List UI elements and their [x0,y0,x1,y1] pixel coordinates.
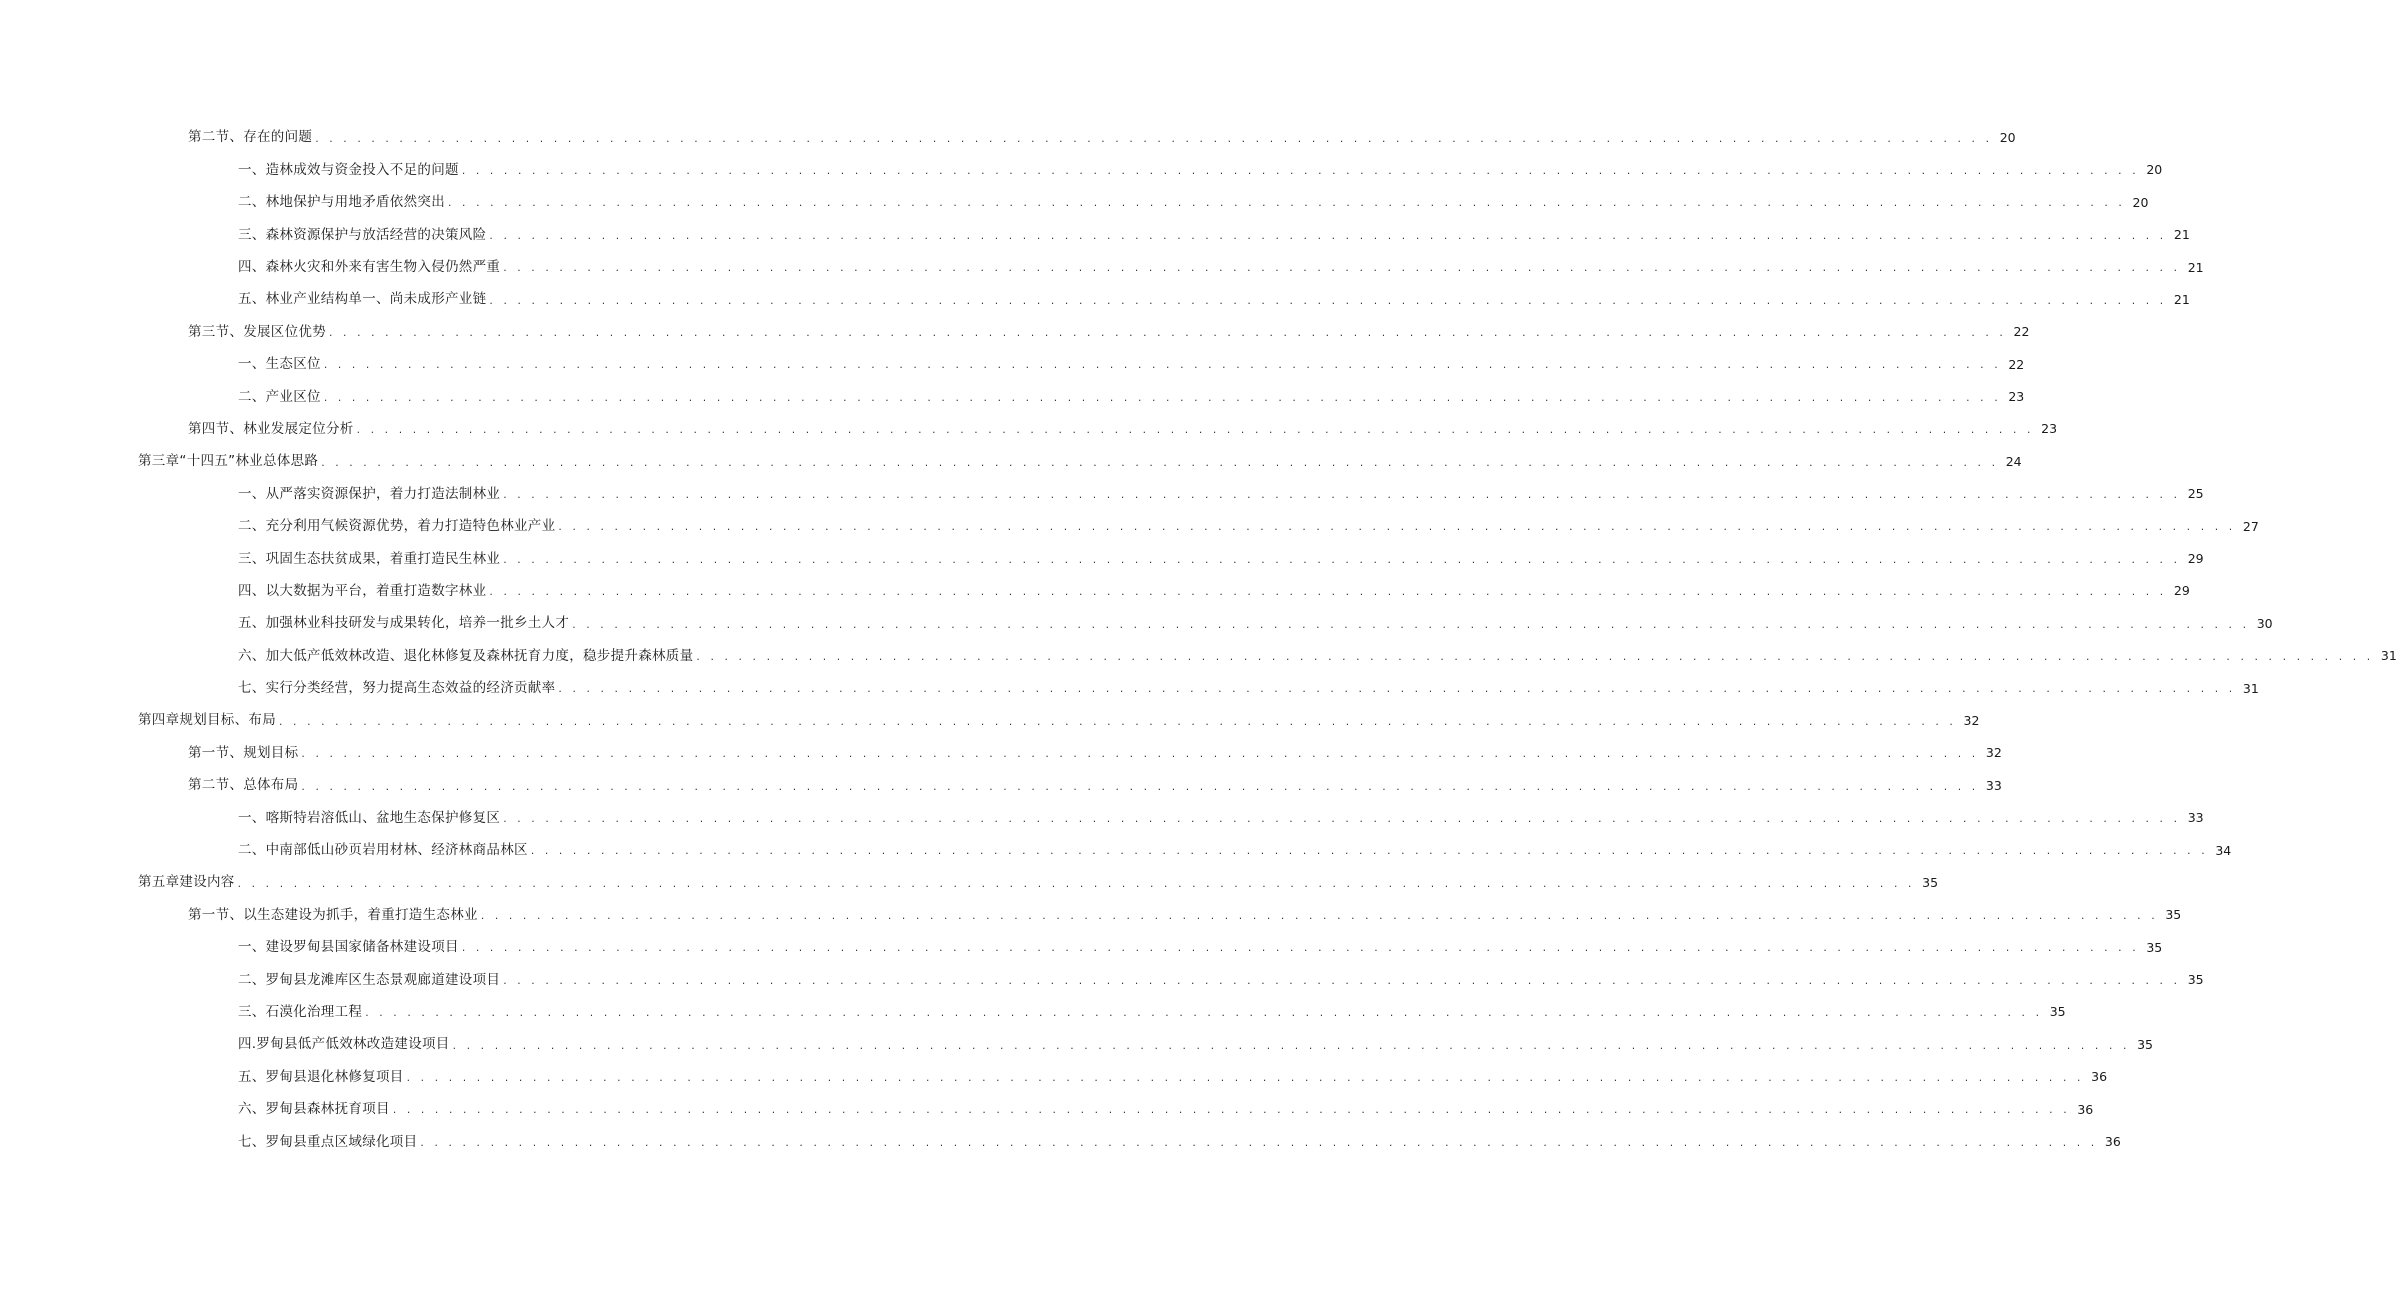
toc-entry-page-number: 36 [2104,1134,2121,1150]
dot-leader: . . . . . . . . . . . . . . . . . . . . . . . . . . . . . . . . . . . . . . . . . . . . . . . . . . . . . . . . . . . . . . . . . . . . . . . . . . . . . . . . . . . . . . . . . . . . . . . . . . . . . . . . . . . . . . . . . . . . . . . . [364,1009,2042,1020]
toc-entry-page-number: 24 [2005,453,2022,469]
toc-entry[interactable] [0,122,2016,154]
toc-entry[interactable] [0,284,2190,316]
toc-entry-title: 第五章建设内容 [138,874,235,891]
toc-entry-title: 三、巩固生态扶贫成果，着重打造民生林业 [238,550,501,567]
toc-entry-title: 四.罗甸县低产低效林改造建设项目 [238,1036,450,1053]
toc-entry[interactable] [0,705,1980,737]
dot-leader: . . . . . . . . . . . . . . . . . . . . . . . . . . . . . . . . . . . . . . . . . . . . . . . . . . . . . . . . . . . . . . . . . . . . . . . . . . . . . . . . . . . . . . . . . . . . . . . . . . . . . . . . . . . . . . . . . . . . . . . . [278,717,1956,728]
toc-entry-title: 五、罗甸县退化林修复项目 [238,1068,404,1085]
dot-leader: . . . . . . . . . . . . . . . . . . . . . . . . . . . . . . . . . . . . . . . . . . . . . . . . . . . . . . . . . . . . . . . . . . . . . . . . . . . . . . . . . . . . . . . . . . . . . . . . . . . . . . . . . . . . . . . . . . . . . . . . [571,620,2249,631]
toc-entry[interactable] [0,575,2190,607]
dot-leader: . . . . . . . . . . . . . . . . . . . . . . . . . . . . . . . . . . . . . . . . . . . . . . . . . . . . . . . . . . . . . . . . . . . . . . . . . . . . . . . . . . . . . . . . . . . . . . . . . . . . . . . . . . . . . . . . . . . . . . . . [320,458,1998,469]
dot-leader: . . . . . . . . . . . . . . . . . . . . . . . . . . . . . . . . . . . . . . . . . . . . . . . . . . . . . . . . . . . . . . . . . . . . . . . . . . . . . . . . . . . . . . . . . . . . . . . . . . . . . . . . . . . . . . . . . . . . . . . . [502,555,2180,566]
dot-leader: . . . . . . . . . . . . . . . . . . . . . . . . . . . . . . . . . . . . . . . . . . . . . . . . . . . . . . . . . . . . . . . . . . . . . . . . . . . . . . . . . . . . . . . . . . . . . . . . . . . . . . . . . . . . . . . . . . . . . . . . [488,296,2166,307]
toc-entry-title: 一、建设罗甸县国家储备林建设项目 [238,939,459,956]
toc-entry-title: 一、喀斯特岩溶低山、盆地生态保护修复区 [238,809,501,826]
dot-leader: . . . . . . . . . . . . . . . . . . . . . . . . . . . . . . . . . . . . . . . . . . . . . . . . . . . . . . . . . . . . . . . . . . . . . . . . . . . . . . . . . . . . . . . . . . . . . . . . . . . . . . . . . . . . . . . . . . . . . . . . [460,167,2139,178]
dot-leader: . . . . . . . . . . . . . . . . . . . . . . . . . . . . . . . . . . . . . . . . . . . . . . . . . . . . . . . . . . . . . . . . . . . . . . . . . . . . . . . . . . . . . . . . . . . . . . . . . . . . . . . . . . . . . . . . . . . . . . . . [447,199,2125,210]
dot-leader: . . . . . . . . . . . . . . . . . . . . . . . . . . . . . . . . . . . . . . . . . . . . . . . . . . . . . . . . . . . . . . . . . . . . . . . . . . . . . . . . . . . . . . . . . . . . . . . . . . . . . . . . . . . . . . . . . . . . . . . . [557,685,2235,696]
dot-leader: . . . . . . . . . . . . . . . . . . . . . . . . . . . . . . . . . . . . . . . . . . . . . . . . . . . . . . . . . . . . . . . . . . . . . . . . . . . . . . . . . . . . . . . . . . . . . . . . . . . . . . . . . . . . . . . . . . . . . . . . [355,426,2034,437]
toc-entry-page-number: 22 [2008,356,2025,372]
dot-leader: . . . . . . . . . . . . . . . . . . . . . . . . . . . . . . . . . . . . . . . . . . . . . . . . . . . . . . . . . . . . . . . . . . . . . . . . . . . . . . . . . . . . . . . . . . . . . . . . . . . . . . . . . . . . . . . . . . . . . . . . [300,782,1978,793]
toc-entry-page-number: 25 [2187,486,2204,502]
dot-leader: . . . . . . . . . . . . . . . . . . . . . . . . . . . . . . . . . . . . . . . . . . . . . . . . . . . . . . . . . . . . . . . . . . . . . . . . . . . . . . . . . . . . . . . . . . . . . . . . . . . . . . . . . . . . . . . . . . . . . . . . [300,750,1978,761]
toc-entry-page-number: 23 [2041,421,2058,437]
toc-entry[interactable] [0,1029,2154,1061]
toc-entry-title: 第四章规划目标、布局 [138,712,276,729]
toc-entry-page-number: 20 [2132,194,2149,210]
dot-leader: . . . . . . . . . . . . . . . . . . . . . . . . . . . . . . . . . . . . . . . . . . . . . . . . . . . . . . . . . . . . . . . . . . . . . . . . . . . . . . . . . . . . . . . . . . . . . . . . . . . . . . . . . . . . . . . . . . . . . . . . [451,1041,2130,1052]
dot-leader: . . . . . . . . . . . . . . . . . . . . . . . . . . . . . . . . . . . . . . . . . . . . . . . . . . . . . . . . . . . . . . . . . . . . . . . . . . . . . . . . . . . . . . . . . . . . . . . . . . . . . . . . . . . . . . . . . . . . . . . . [502,490,2180,501]
toc-entry[interactable] [0,737,2002,769]
toc-entry-page-number: 21 [2187,259,2204,275]
toc-entry-page-number: 35 [1922,874,1939,890]
toc-entry[interactable] [0,154,2163,186]
table-of-contents [0,122,2397,1159]
dot-leader: . . . . . . . . . . . . . . . . . . . . . . . . . . . . . . . . . . . . . . . . . . . . . . . . . . . . . . . . . . . . . . . . . . . . . . . . . . . . . . . . . . . . . . . . . . . . . . . . . . . . . . . . . . . . . . . . . . . . . . . . [419,1138,2097,1149]
toc-entry-page-number: 23 [2008,389,2025,405]
toc-entry[interactable] [0,835,2232,867]
toc-entry-page-number: 33 [1985,777,2002,793]
toc-entry-title: 第一节、规划目标 [188,744,299,761]
dot-leader: . . . . . . . . . . . . . . . . . . . . . . . . . . . . . . . . . . . . . . . . . . . . . . . . . . . . . . . . . . . . . . . . . . . . . . . . . . . . . . . . . . . . . . . . . . . . . . . . . . . . . . . . . . . . . . . . . . . . . . . . [488,231,2166,242]
toc-entry-title: 一、从严落实资源保护，着力打造法制林业 [238,485,501,502]
toc-entry[interactable] [0,802,2204,834]
toc-entry-page-number: 22 [2013,324,2030,340]
toc-entry[interactable] [0,899,2182,931]
toc-entry-title: 二、罗甸县龙滩库区生态景观廊道建设项目 [238,971,501,988]
toc-entry[interactable] [0,640,2397,672]
toc-entry-page-number: 29 [2173,583,2190,599]
toc-entry-page-number: 31 [2242,680,2259,696]
toc-entry-title: 五、加强林业科技研发与成果转化，培养一批乡土人才 [238,615,570,632]
toc-entry-title: 第二节、存在的问题 [188,129,313,146]
toc-entry[interactable] [0,219,2190,251]
dot-leader: . . . . . . . . . . . . . . . . . . . . . . . . . . . . . . . . . . . . . . . . . . . . . . . . . . . . . . . . . . . . . . . . . . . . . . . . . . . . . . . . . . . . . . . . . . . . . . . . . . . . . . . . . . . . . . . . . . . . . . . . [502,264,2180,275]
toc-entry[interactable] [0,414,2058,446]
toc-entry-page-number: 35 [2137,1036,2154,1052]
toc-entry[interactable] [0,867,1939,899]
toc-entry-page-number: 35 [2146,939,2163,955]
toc-entry-title: 五、林业产业结构单一、尚未成形产业链 [238,291,487,308]
toc-entry[interactable] [0,511,2259,543]
toc-entry[interactable] [0,349,2025,381]
toc-entry-title: 四、以大数据为平台，着重打造数字林业 [238,582,487,599]
toc-entry-page-number: 32 [1963,712,1980,728]
toc-entry[interactable] [0,1061,2108,1093]
toc-entry-page-number: 21 [2173,227,2190,243]
dot-leader: . . . . . . . . . . . . . . . . . . . . . . . . . . . . . . . . . . . . . . . . . . . . . . . . . . . . . . . . . . . . . . . . . . . . . . . . . . . . . . . . . . . . . . . . . . . . . . . . . . . . . . . . . . . . . . . . . . . . . . . . [479,912,2158,923]
toc-entry-title: 第一节、以生态建设为抓手，着重打造生态林业 [188,906,478,923]
dot-leader: . . . . . . . . . . . . . . . . . . . . . . . . . . . . . . . . . . . . . . . . . . . . . . . . . . . . . . . . . . . . . . . . . . . . . . . . . . . . . . . . . . . . . . . . . . . . . . . . . . . . . . . . . . . . . . . . . . . . . . . . [502,814,2180,825]
toc-entry-page-number: 32 [1985,745,2002,761]
dot-leader: . . . . . . . . . . . . . . . . . . . . . . . . . . . . . . . . . . . . . . . . . . . . . . . . . . . . . . . . . . . . . . . . . . . . . . . . . . . . . . . . . . . . . . . . . . . . . . . . . . . . . . . . . . . . . . . . . . . . . . . . [322,393,2001,404]
dot-leader: . . . . . . . . . . . . . . . . . . . . . . . . . . . . . . . . . . . . . . . . . . . . . . . . . . . . . . . . . . . . . . . . . . . . . . . . . . . . . . . . . . . . . . . . . . . . . . . . . . . . . . . . . . . . . . . . . . . . . . . . [695,652,2373,663]
toc-entry-title: 六、加大低产低效林改造、退化林修复及森林抚育力度，稳步提升森林质量 [238,647,694,664]
toc-entry[interactable] [0,316,2030,348]
toc-entry-page-number: 27 [2242,518,2259,534]
toc-entry[interactable] [0,187,2149,219]
dot-leader: . . . . . . . . . . . . . . . . . . . . . . . . . . . . . . . . . . . . . . . . . . . . . . . . . . . . . . . . . . . . . . . . . . . . . . . . . . . . . . . . . . . . . . . . . . . . . . . . . . . . . . . . . . . . . . . . . . . . . . . . [405,1074,2084,1085]
toc-entry-title: 第四节、林业发展定位分析 [188,420,354,437]
dot-leader: . . . . . . . . . . . . . . . . . . . . . . . . . . . . . . . . . . . . . . . . . . . . . . . . . . . . . . . . . . . . . . . . . . . . . . . . . . . . . . . . . . . . . . . . . . . . . . . . . . . . . . . . . . . . . . . . . . . . . . . . [502,976,2180,987]
toc-entry[interactable] [0,673,2259,705]
toc-entry-title: 第三节、发展区位优势 [188,323,326,340]
toc-entry[interactable] [0,478,2204,510]
dot-leader: . . . . . . . . . . . . . . . . . . . . . . . . . . . . . . . . . . . . . . . . . . . . . . . . . . . . . . . . . . . . . . . . . . . . . . . . . . . . . . . . . . . . . . . . . . . . . . . . . . . . . . . . . . . . . . . . . . . . . . . . [488,588,2166,599]
toc-entry-page-number: 30 [2256,615,2273,631]
toc-entry-page-number: 35 [2049,1004,2066,1020]
dot-leader: . . . . . . . . . . . . . . . . . . . . . . . . . . . . . . . . . . . . . . . . . . . . . . . . . . . . . . . . . . . . . . . . . . . . . . . . . . . . . . . . . . . . . . . . . . . . . . . . . . . . . . . . . . . . . . . . . . . . . . . . [328,329,2006,340]
toc-entry[interactable] [0,543,2204,575]
toc-entry-title: 二、产业区位 [238,388,321,405]
toc-entry-page-number: 35 [2165,907,2182,923]
dot-leader: . . . . . . . . . . . . . . . . . . . . . . . . . . . . . . . . . . . . . . . . . . . . . . . . . . . . . . . . . . . . . . . . . . . . . . . . . . . . . . . . . . . . . . . . . . . . . . . . . . . . . . . . . . . . . . . . . . . . . . . . [460,944,2139,955]
toc-entry[interactable] [0,381,2025,413]
dot-leader: . . . . . . . . . . . . . . . . . . . . . . . . . . . . . . . . . . . . . . . . . . . . . . . . . . . . . . . . . . . . . . . . . . . . . . . . . . . . . . . . . . . . . . . . . . . . . . . . . . . . . . . . . . . . . . . . . . . . . . . . [236,879,1915,890]
toc-entry-page-number: 31 [2380,648,2397,664]
toc-entry-title: 三、森林资源保护与放活经营的决策风险 [238,226,487,243]
toc-entry[interactable] [0,997,2066,1029]
toc-entry-title: 七、罗甸县重点区域绿化项目 [238,1133,418,1150]
toc-entry[interactable] [0,1126,2121,1158]
toc-entry[interactable] [0,608,2273,640]
toc-entry-page-number: 34 [2215,842,2232,858]
toc-entry[interactable] [0,252,2204,284]
toc-entry[interactable] [0,964,2204,996]
toc-entry-title: 七、实行分类经营，努力提高生态效益的经济贡献率 [238,680,556,697]
dot-leader: . . . . . . . . . . . . . . . . . . . . . . . . . . . . . . . . . . . . . . . . . . . . . . . . . . . . . . . . . . . . . . . . . . . . . . . . . . . . . . . . . . . . . . . . . . . . . . . . . . . . . . . . . . . . . . . . . . . . . . . . [557,523,2235,534]
toc-entry-title: 一、生态区位 [238,356,321,373]
toc-entry-title: 二、林地保护与用地矛盾依然突出 [238,194,445,211]
toc-entry-page-number: 33 [2187,810,2204,826]
toc-entry-page-number: 36 [2077,1101,2094,1117]
toc-entry-page-number: 36 [2091,1069,2108,1085]
toc-entry-page-number: 20 [2146,162,2163,178]
dot-leader: . . . . . . . . . . . . . . . . . . . . . . . . . . . . . . . . . . . . . . . . . . . . . . . . . . . . . . . . . . . . . . . . . . . . . . . . . . . . . . . . . . . . . . . . . . . . . . . . . . . . . . . . . . . . . . . . . . . . . . . . [322,361,2001,372]
dot-leader: . . . . . . . . . . . . . . . . . . . . . . . . . . . . . . . . . . . . . . . . . . . . . . . . . . . . . . . . . . . . . . . . . . . . . . . . . . . . . . . . . . . . . . . . . . . . . . . . . . . . . . . . . . . . . . . . . . . . . . . . [529,847,2208,858]
toc-entry[interactable] [0,932,2163,964]
dot-leader: . . . . . . . . . . . . . . . . . . . . . . . . . . . . . . . . . . . . . . . . . . . . . . . . . . . . . . . . . . . . . . . . . . . . . . . . . . . . . . . . . . . . . . . . . . . . . . . . . . . . . . . . . . . . . . . . . . . . . . . . [391,1106,2070,1117]
toc-entry[interactable] [0,770,2002,802]
toc-entry-title: 第二节、总体布局 [188,777,299,794]
dot-leader: . . . . . . . . . . . . . . . . . . . . . . . . . . . . . . . . . . . . . . . . . . . . . . . . . . . . . . . . . . . . . . . . . . . . . . . . . . . . . . . . . . . . . . . . . . . . . . . . . . . . . . . . . . . . . . . . . . . . . . . . [314,134,1992,145]
toc-entry[interactable] [0,446,2022,478]
toc-entry-page-number: 35 [2187,972,2204,988]
toc-entry-title: 四、森林火灾和外来有害生物入侵仍然严重 [238,259,501,275]
toc-entry-title: 第三章“十四五”林业总体思路 [138,453,319,470]
toc-entry-title: 六、罗甸县森林抚育项目 [238,1101,390,1118]
toc-entry[interactable] [0,1094,2094,1126]
toc-entry-page-number: 20 [1999,129,2016,145]
toc-entry-title: 二、充分利用气候资源优势，着力打造特色林业产业 [238,518,556,535]
toc-entry-title: 三、石漠化治理工程 [238,1003,363,1020]
toc-entry-page-number: 21 [2173,291,2190,307]
toc-entry-title: 一、造林成效与资金投入不足的问题 [238,161,459,178]
toc-entry-page-number: 29 [2187,551,2204,567]
toc-entry-title: 二、中南部低山砂页岩用材林、经济林商品林区 [238,842,528,859]
